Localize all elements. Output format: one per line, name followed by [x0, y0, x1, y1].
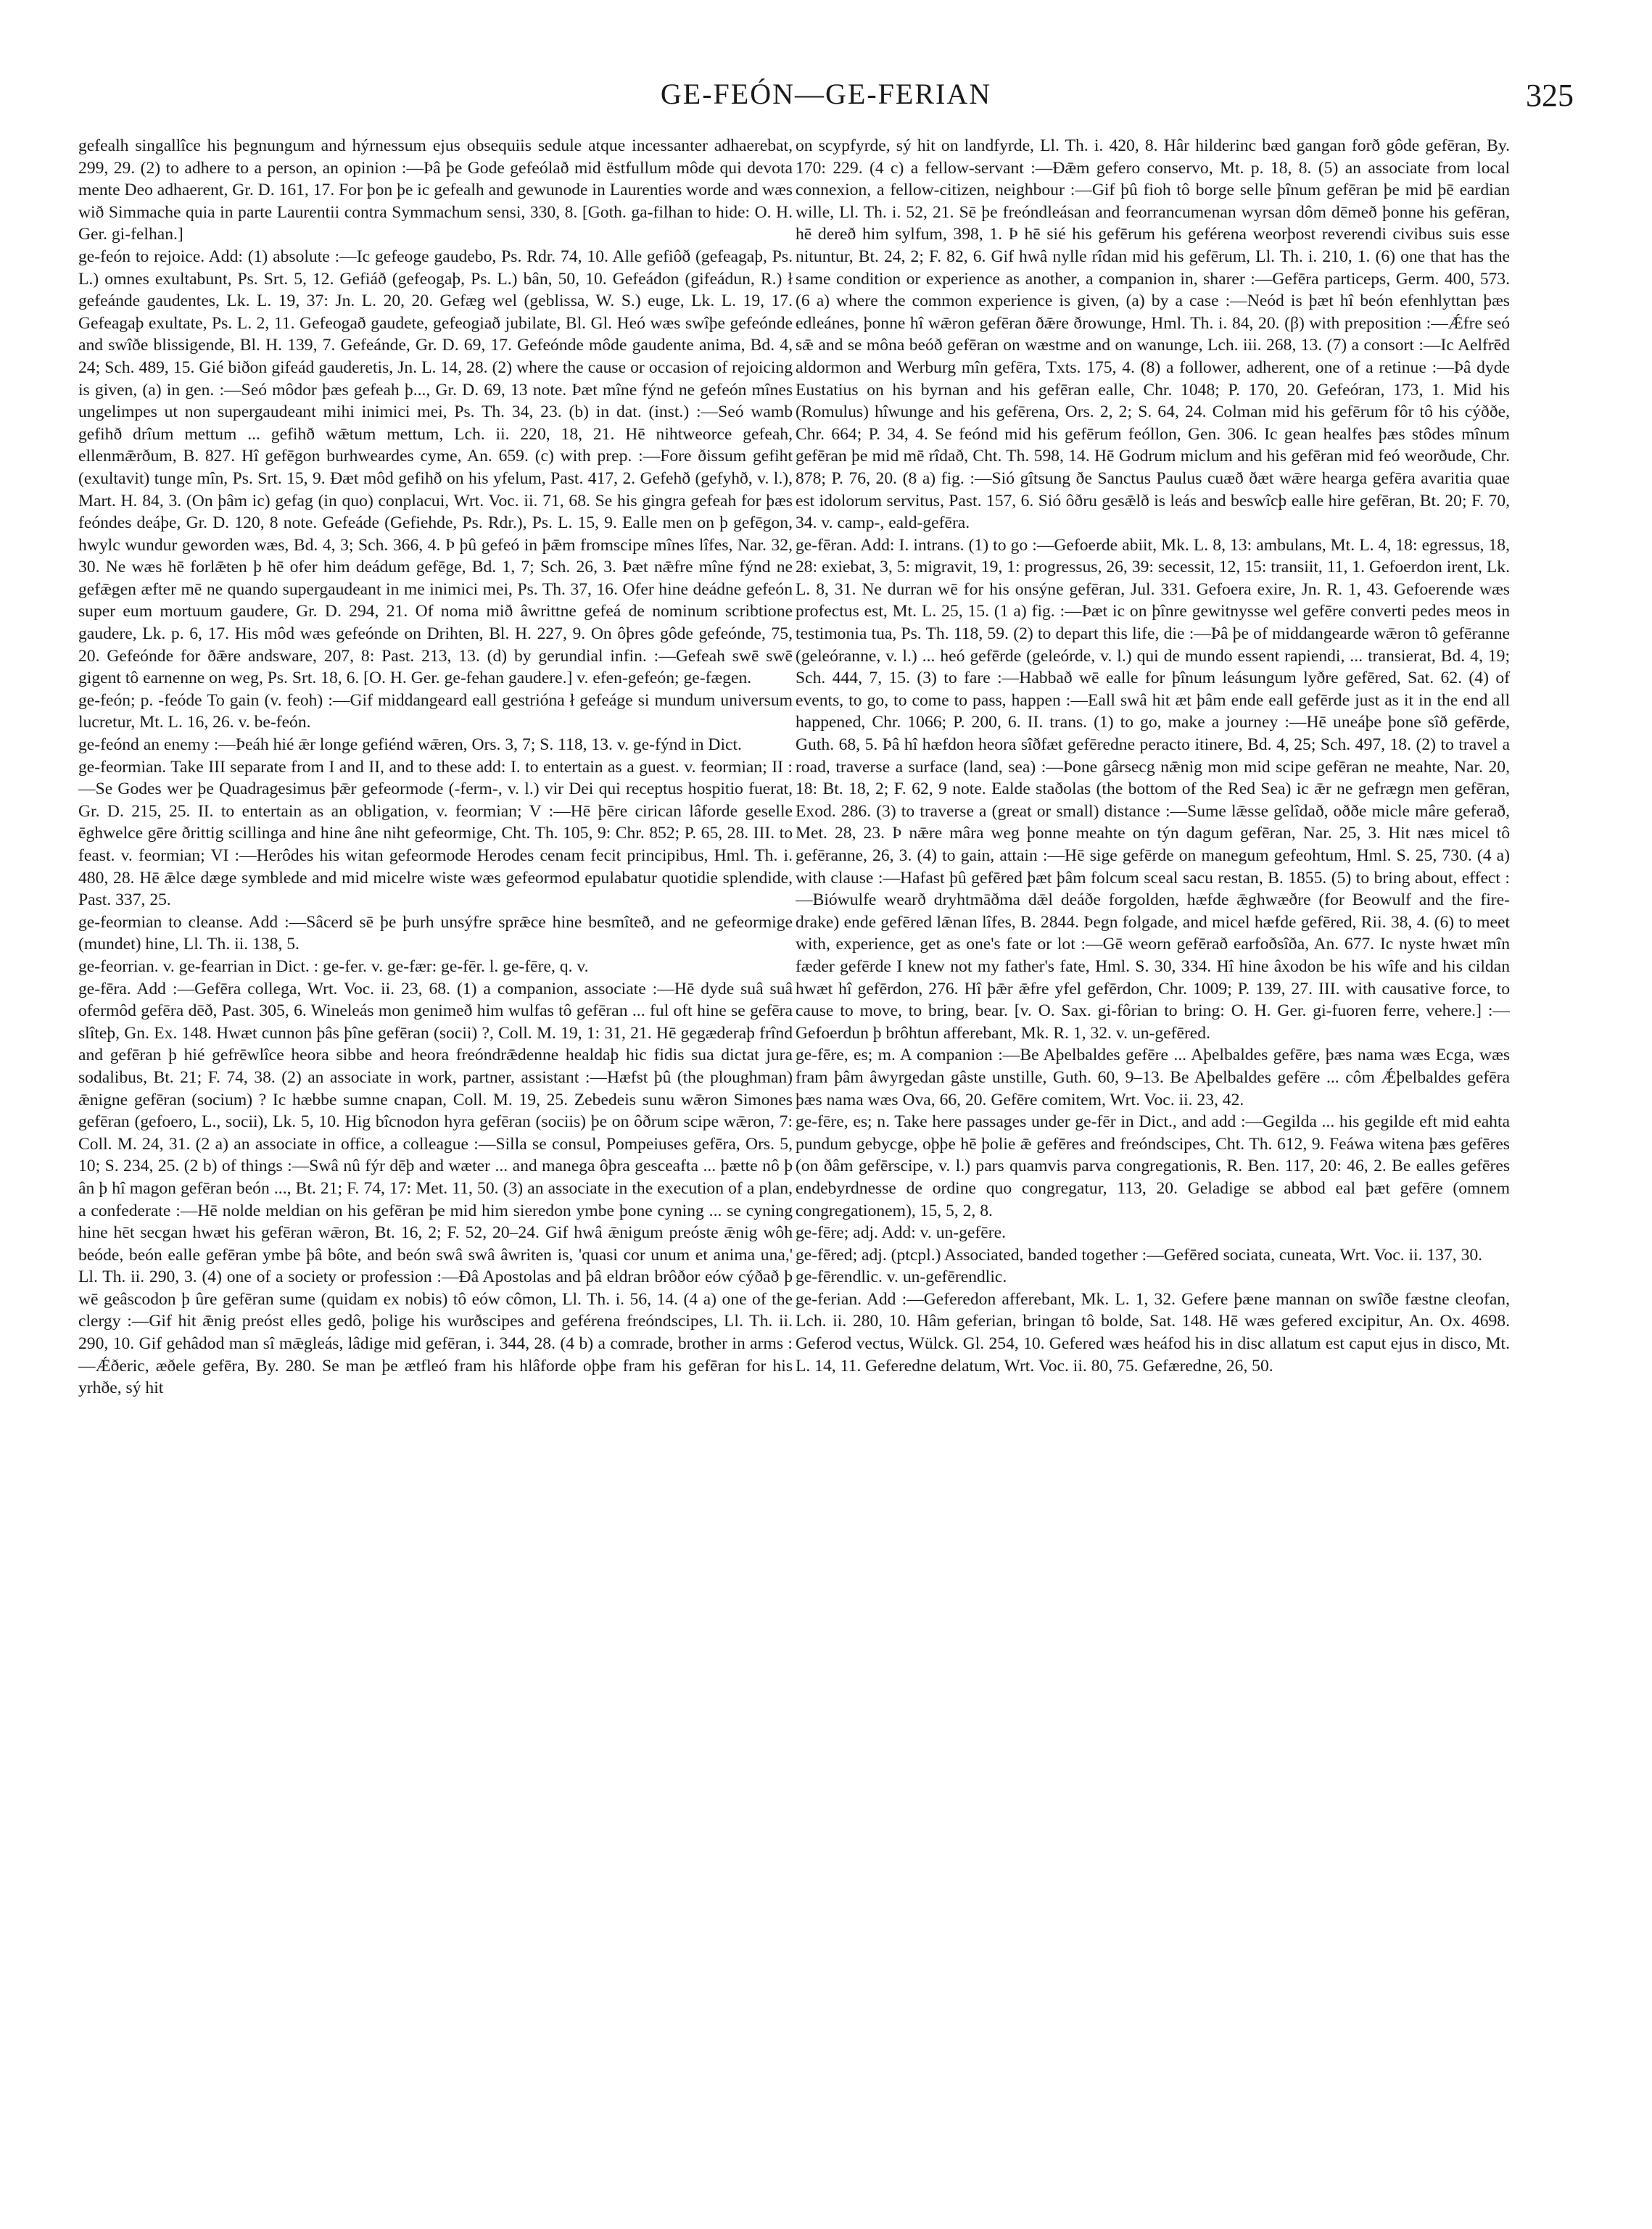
entry-ge-feormian-cleanse: ge-feormian to cleanse. Add :—Sâcerd sē þe þurh unsýfre sprǣce hine besmîteð, and ne gefeormige (mundet) hine, Ll. Th. ii. 138, 5. — [78, 912, 793, 954]
page-header — [78, 77, 1574, 120]
entry-ge-ferian: ge-ferian. Add :—Geferedon afferebant, Mk. L. 1, 32. Gefere þæne mannan on swîðe fæstne cleofan, Lch. ii. 280, 10. Hâm geferian, bringan tô bolde, Sat. 148. Hē wæs gefered excipitur, An. Ox. 4698. Geferod vectus, Wülck. Gl. 254, 10. Gefered wæs heáfod his in disc allatum est caput ejus in disco, Mt. L. 14, 11. Geferedne delatum, Wrt. Voc. ii. 80, 75. Gefæredne, 26, 50. — [796, 1289, 1510, 1376]
entry-ge-feon-gain: ge-feón; p. -feóde To gain (v. feoh) :—Gif middangeard eall gestrióna ł gefeáge si mundum universum lucretur, Mt. L. 16, 26. v. be-feón. — [78, 690, 793, 732]
right-column — [796, 135, 1510, 2209]
entry-ge-fere-adj: ge-fēre; adj. Add: v. un-gefēre. — [796, 1223, 1006, 1243]
left-column — [78, 135, 793, 2209]
entry-ge-feon: ge-feón to rejoice. Add: (1) absolute :—Ic gefeoge gaudebo, Ps. Rdr. 74, 10. Alle gefiôð (gefeagaþ, Ps. L.) omnes exultabunt, Ps. Srt. 5, 12. Gefiáð (gefeogaþ, Ps. L.) bân, 50, 10. Gefeádon (gifeádun, R.) ł gefeánde gaudentes, Lk. L. 19, 37: Jn. L. 20, 20. Gefæg wel (geblissa, W. S.) euge, Lk. L. 19, 17. Gefeagaþ exultate, Ps. L. 2, 11. Gefeogað gaudete, gefeogiað jubilate, Bl. Gl. Heó wæs swîþe gefeónde and swîðe blissigende, Bl. H. 139, 7. Gefeánde, Gr. D. 69, 17. Gefeónde môde gaudente anima, Bd. 4, 24; Sch. 489, 15. Gié biðon gifeád gauderetis, Jn. L. 14, 28. (2) where the cause or occasion of rejoicing is given, (a) in gen. :—Seó môdor þæs gefeah þ..., Gr. D. 69, 13 note. Þæt mîne fýnd ne gefeón mînes ungelimpes ut non supergaudeant mihi inimici mei, Ps. Th. 34, 23. (b) in dat. (inst.) :—Seó wamb gefihð drîum mettum ... gefihð wǣtum mettum, Lch. ii. 220, 18, 21. Hē nihtweorce gefeah, ellenmǣrðum, B. 827. Hî gefēgon burhweardes cyme, An. 659. (c) with prep. :—Fore ðissum gefiht (exultavit) tunge mîn, Ps. Srt. 15, 9. Ðæt môd gefihð on his yfelum, Past. 417, 2. Gefehð (gefyhð, v. l.), Mart. H. 84, 3. (On þâm ic) gefag (in quo) conplacui, Wrt. Voc. ii. 71, 68. Se his gingra gefeah for þæs feóndes deáþe, Gr. D. 120, 8 note. Gefeáde (Gefiehde, Ps. Rdr.), Ps. L. 15, 9. Ealle men on þ gefēgon, hwylc wundur geworden wæs, Bd. 4, 3; Sch. 366, 4. Þ þû gefeó in þǣm fromscipe mînes lîfes, Nar. 32, 30. Ne wæs hē forlǣten þ hē ofer him deádum gefēge, Bd. 1, 7; Sch. 26, 3. Þæt nǣfre mîne fýnd ne gefǣgen æfter mē ne quando supergaudeant in me inimici mei, Ps. Th. 37, 16. Ofer hine deádne gefeón super eum mortuum gaudere, Gr. D. 294, 21. Of noma mið âwrittne gefeá de nominum scribtione gaudere, Lk. p. 6, 17. His môd wæs gefeónde on Drihten, Bl. H. 227, 9. On ôþres gôde gefeónde, 75, 20. Gefeónde for ðǣre andsware, 207, 8: Past. 213, 13. (d) by gerundial infin. :—Gefeah swē swē gigent tô earnenne on weg, Ps. Srt. 18, 6. [O. H. Ger. ge-fehan gaudere.] v. efen-gefeón; ge-fægen. — [78, 247, 793, 688]
entry-ge-feond: ge-feónd an enemy :—Þeáh hié ǣr longe gefiénd wǣren, Ors. 3, 7; S. 118, 13. v. ge-fýnd in Dict. — [78, 735, 742, 755]
entry-ge-feormian: ge-feormian. Take III separate from I and II, and to these add: I. to entertain as a guest. v. feormian; II :—Se Godes wer þe Quadragesimus þǣr gefeormode (-ferm-, v. l.) vir Dei qui receptus hospitio fuerat, Gr. D. 215, 25. II. to entertain as an obligation, v. feormian; V :—Hē þēre cirican lâforde geselle ēghwelce gēre ðrittig scillinga and hine âne niht gefeormige, Cht. Th. 105, 9: Chr. 852; P. 65, 28. III. to feast. v. feormian; VI :—Herôdes his witan gefeormode Herodes cenam fecit principibus, Hml. Th. i. 480, 28. Hē ǣlce dæge symblede and mid micelre wiste wæs gefeormod epulabatur quotidie splendide, Past. 337, 25. — [78, 757, 793, 910]
entry-ge-fered: ge-fēred; adj. (ptcpl.) Associated, banded together :—Gefēred sociata, cuneata, Wrt. Voc. ii. 137, 30. — [796, 1245, 1483, 1265]
entry-ge-fere-n: ge-fēre, es; n. Take here passages under ge-fēr in Dict., and add :—Gegilda ... his gegilde eft mid eahta pundum gebycge, oþþe hē þolie ǣ gefēres and freóndscipes, Cht. Th. 612, 9. Feáwa witena þæs gefēres (on ðâm gefērscipe, v. l.) pars quamvis parva congregationis, R. Ben. 117, 20: 46, 2. Be ealles gefēres endebyrdnesse de ordine quo congregatur, 113, 20. Geladige se abbod eal þæt gefēre (omnem congregationem), 15, 5, 2, 8. — [796, 1112, 1510, 1220]
entry-paragraph: gefealh singallîce his þegnungum and hýrnessum ejus obsequiis sedule atque incessanter adhaerebat, 299, 29. (2) to adhere to a person, an opinion :—Þâ þe Gode gefeólað mid ëstfullum môde qui devota mente Deo adhaerent, Gr. D. 161, 17. For þon þe ic gefealh and gewunode in Laurenties worde and wæs wið Simmache quia in parte Laurentii contra Symmachum sensi, 330, 8. [Goth. ga-filhan to hide: O. H. Ger. gi-felhan.] — [78, 136, 793, 244]
running-head: GE-FEÓN—GE-FERIAN — [660, 78, 992, 110]
entry-ge-fere-m: ge-fēre, es; m. A companion :—Be Aþelbaldes gefēre ... Aþelbaldes gefēre, þæs nama wæs Ecga, wæs fram þâm âwyrgedan gâste unstille, Guth. 60, 9–13. Be Aþelbaldes gefēre ... côm Ǽþelbaldes gefēra þæs nama wæs Ova, 66, 20. Gefēre comitem, Wrt. Voc. ii. 23, 42. — [796, 1046, 1510, 1109]
entry-ge-fera-continued: on scypfyrde, sý hit on landfyrde, Ll. Th. i. 420, 8. Hâr hilderinc bæd gangan forð gôde gefēran, By. 170: 229. (4 c) a fellow-servant :—Ðǣm gefero conservo, Mt. p. 18, 8. (5) an associate from local connexion, a fellow-citizen, neighbour :—Gif þû fioh tô borge selle þînum gefēran þe mid þē eardian wille, Ll. Th. i. 52, 21. Sē þe freóndleásan and feorrancumenan wyrsan dôm dēmeð þonne his gefēran, hē dereð him sylfum, 398, 1. Þ hē sié his gefērum his geférena weorþost reverendi civibus suis esse nituntur, Bt. 24, 2; F. 82, 6. Gif hwâ nylle rîdan mid his gefērum, Ll. Th. i. 210, 1. (6) one that has the same condition or experience as another, a companion in, sharer :—Gefēra particeps, Germ. 400, 573. (6 a) where the common experience is given, (a) by a case :—Neód is þæt hî beón efenhlyttan þæs edleánes, þonne hî wǣron gefēran ðǣre ðrowunge, Hml. Th. i. 84, 20. (β) with preposition :—Ǽfre seó sǣ and se môna beóð gefēran on wæstme and on wanunge, Lch. iii. 268, 13. (7) a consort :—Ic Aelfrēd aldormon and Werburg mîn gefēra, Txts. 175, 4. (8) a follower, adherent, one of a retinue :—Þâ dyde Eustatius on his byrnan and his gefēran ealle, Chr. 1048; P. 170, 20. Gefeóran, 173, 1. Mid his (Romulus) hîwunge and his gefērena, Ors. 2, 2; S. 64, 24. Colman mid his gefērum fôr tô his cýððe, Chr. 664; P. 34, 4. Se feónd mid his gefērum feóllon, Gen. 306. Ic gean healfes þæs stôdes mînum gefēran þe mid mē rîdað, Cht. Th. 598, 14. Hē Godrum miclum and his gefēran mid feó weorðude, Chr. 878; P. 76, 20. (8 a) fig. :—Sió gîtsung ðe Sanctus Paulus cuæð ðæt wǣre hearga gefēra avaritia quae est idolorum servitus, Past. 157, 6. Sió ôðru gesǣlð is leás and beswîcþ ealle hire gefēran, Bt. 20; F. 70, 34. v. camp-, eald-gefēra. — [796, 136, 1510, 533]
entry-ge-feran: ge-fēran. Add: I. intrans. (1) to go :—Gefoerde abiit, Mk. L. 8, 13: ambulans, Mt. L. 4, 18: egressus, 18, 28: exiebat, 3, 5: migravit, 19, 1: progressus, 26, 39: secessit, 12, 15: transiit, 11, 1. Gefoerdon irent, Lk. L. 8, 31. Ne durran wē for his onsýne gefēran, Jul. 331. Gefoera exire, Jn. R. 1, 43. Gefoerende wæs profectus est, Mt. L. 25, 15. (1 a) fig. :—Þæt ic on þînre gewitnysse wel gefēre converti pedes meos in testimonia tua, Ps. Th. 118, 59. (2) to depart this life, die :—Þâ þe of middangearde wǣron tô gefēranne (geleóranne, v. l.) ... heó gefērde (geleórde, v. l.) qui de mundo essent rapiendi, ... transierat, Bd. 4, 19; Sch. 444, 7, 15. (3) to fare :—Habbað wē ealle for þînum leásungum lyðre gefēred, Sat. 62. (4) of events, to go, to come to pass, happen :—Eall swâ hit æt þâm ende eall gefērde just as it in the end all happened, Chr. 1066; P. 200, 6. II. trans. (1) to go, make a journey :—Hē uneáþe þone sîð gefērde, Guth. 68, 5. Þâ hî hæfdon heora sîðfæt gefēredne peracto itinere, Bd. 4, 25; Sch. 497, 18. (2) to travel a road, traverse a surface (land, sea) :—Þone gârsecg nǣnig mon mid scipe gefēran ne meahte, Nar. 20, 18: Bt. 18, 2; F. 62, 9 note. Ealde staðolas (the bottom of the Red Sea) ic ǣr ne gefrægn men gefēran, Exod. 286. (3) to traverse a (great or small) distance :—Sume lǣsse gelîdað, oððe micle mâre geferað, Met. 28, 23. Þ nǣre mâra weg þonne meahte on týn dagum gefēran, Nar. 25, 3. Hit næs micel tô gefēranne, 26, 3. (4) to gain, attain :—Hē sige gefērde on manegum gefeohtum, Hml. S. 25, 730. (4 a) with clause :—Hafast þû gefēred þæt þâm folcum sceal sacu restan, B. 1855. (5) to bring about, effect :—Biówulfe wearð dryhtmāðma dǣl deáðe forgolden, hæfde ǣghwæðre (for Beowulf and the fire-drake) ende gefēred lǣnan lîfes, B. 2844. Þegn folgade, and micel hæfde gefēred, Rii. 38, 4. (6) to meet with, experience, get as one's fate or lot :—Gē weorn gefērað earfoðsîða, An. 677. Ic nyste hwæt mîn fæder gefērde I knew not my father's fate, Hml. S. 30, 334. Hî hine âxodon be his wîfe and his cildan hwæt hî gefērdon, 276. Hî þǣr ǣfre yfel gefērdon, Chr. 1009; P. 139, 27. III. with causative force, to cause to move, to bring, bear. [v. O. Sax. gi-fôrian to bring: O. H. Ger. gi-fuoren ferre, vehere.] :—Gefoerdun þ brôhtun afferebant, Mk. R. 1, 32. v. un-gefēred. — [796, 535, 1510, 1043]
entry-ge-ferendlic: ge-fērendlic. v. un-gefērendlic. — [796, 1267, 1007, 1287]
entry-ge-feorrian: ge-feorrian. v. ge-fearrian in Dict. : ge-fer. v. ge-fær: ge-fēr. l. ge-fēre, q. v. — [78, 956, 589, 976]
page-number: 325 — [1526, 78, 1574, 113]
entry-ge-fera: ge-fēra. Add :—Gefēra collega, Wrt. Voc. ii. 23, 68. (1) a companion, associate :—Hē dyde suâ suâ ofermôd gefēra dēð, Past. 305, 6. Wineleás mon genimeð him wulfas tô gefēran ... ful oft hine se gefēra slîteþ, Gn. Ex. 148. Hwæt cunnon þâs þîne gefēran (socii) ?, Coll. M. 19, 1: 31, 21. Hē gegæderaþ frînd and gefēran þ hié gefrēwlîce heora sibbe and heora freóndrǣdenne healdaþ hic fidis sua dictat jura sodalibus, Bt. 21; F. 74, 38. (2) an associate in work, partner, assistant :—Hæfst þû (the ploughman) ǣnigne gefēran (socium) ? Ic hæbbe sumne cnapan, Coll. M. 19, 25. Zebedeis sunu wǣron Simones gefēran (gefoero, L., socii), Lk. 5, 10. Hig bîcnodon hyra gefēran (sociis) þe on ôðrum scipe wǣron, 7: Coll. M. 24, 31. (2 a) an associate in office, a colleague :—Silla se consul, Pompeiuses gefēra, Ors. 5, 10; S. 234, 25. (2 b) of things :—Swâ nû fýr dēþ and wæter ... and manega ôþra gesceafta ... þætte nô þ ân þ hî magon gefēran beón ..., Bt. 21; F. 74, 17: Met. 11, 50. (3) an associate in the execution of a plan, a confederate :—Hē nolde meldian on his gefēran þe mid him sieredon ymbe þone cyning ... se cyning hine hēt secgan hwæt his gefēran wǣron, Bt. 16, 2; F. 52, 20–24. Gif hwâ ǣnigum preóste ǣnig wôh beóde, beón ealle gefēran ymbe þâ bôte, and beón swâ swâ âwriten is, 'quasi cor unum et anima una,' Ll. Th. ii. 290, 3. (4) one of a society or profession :—Ðâ Apostolas and þâ eldran brôðor eów cýðað þ wē geâscodon þ ûre gefēran sume (quidam ex nobis) tô eów cômon, Ll. Th. i. 56, 14. (4 a) one of the clergy :—Gif hit ǣnig preóst elles gedô, þolige his wurðscipes and geférena freóndscipes, Ll. Th. ii. 290, 10. Gif gehâdod man sî mǣgleás, lâdige mid gefēran, i. 344, 28. (4 b) a comrade, brother in arms :—Ǽðeric, æðele gefēra, By. 280. Se man þe ætfleó fram his hlâforde oþþe fram his gefēran for his yrhðe, sý hit — [78, 979, 793, 1398]
